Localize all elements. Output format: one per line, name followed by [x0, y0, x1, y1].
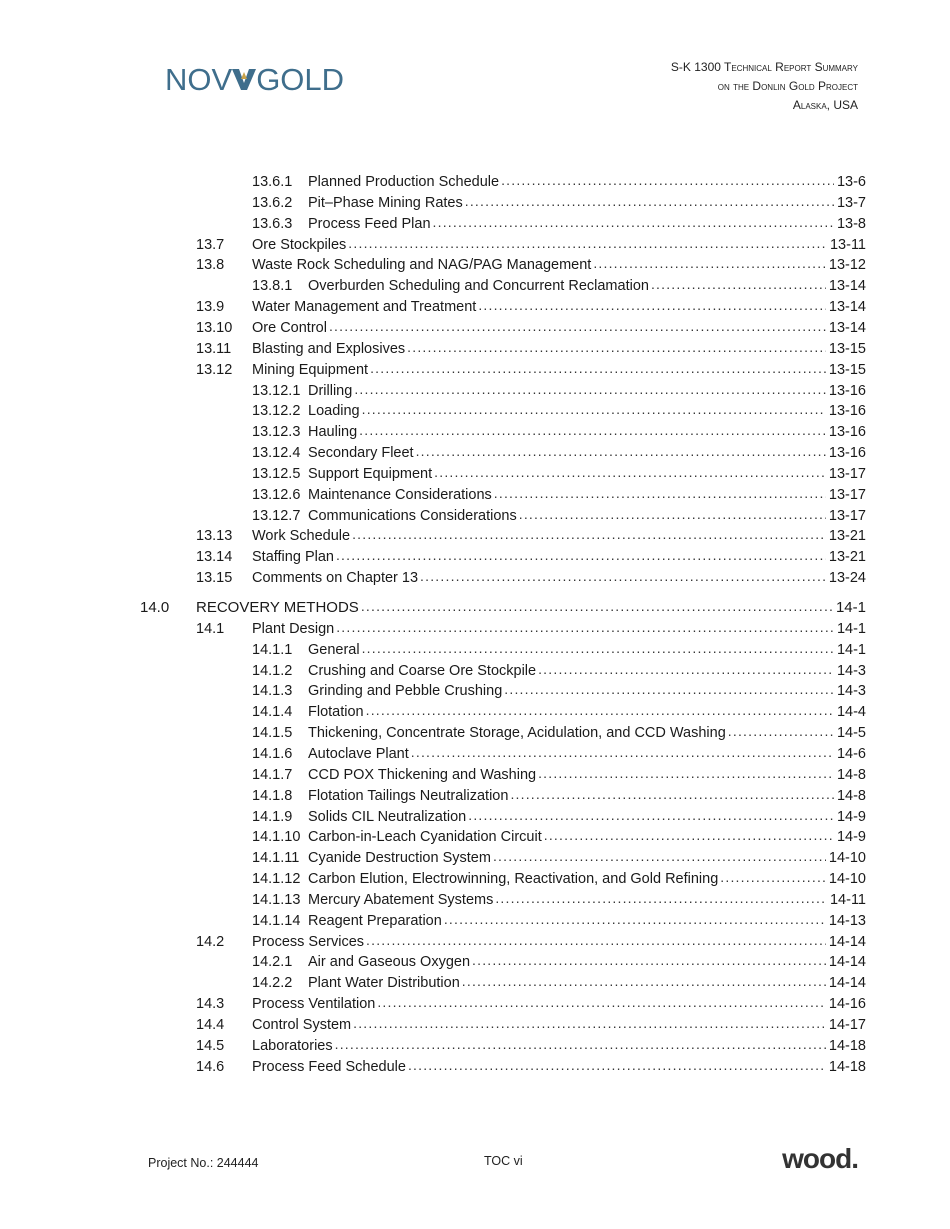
- toc-entry-page: 14-1: [835, 599, 866, 616]
- logo-text-left: NOV: [165, 62, 233, 97]
- toc-entry[interactable]: [252, 681, 866, 701]
- toc-entry-title: Flotation Tailings Neutralization: [308, 787, 509, 804]
- toc-entry-title: Carbon Elution, Electrowinning, Reactivation, and Gold Refining: [308, 871, 719, 888]
- toc-dot-leader: [544, 827, 834, 841]
- toc-entry-number: 14.1.8: [252, 787, 293, 804]
- toc-entry-page: 14-1: [836, 641, 866, 658]
- toc-entry-title: Carbon-in-Leach Cyanidation Circuit: [308, 829, 542, 846]
- toc-dot-leader: [538, 661, 834, 675]
- toc-entry-page: 14-8: [836, 766, 866, 783]
- toc-dot-leader: [370, 360, 826, 374]
- toc-entry[interactable]: [252, 381, 866, 401]
- toc-dot-leader: [495, 890, 827, 904]
- toc-entry-title: Plant Design: [252, 620, 335, 637]
- toc-entry[interactable]: [252, 744, 866, 764]
- toc-entry-page: 14-10: [828, 871, 866, 888]
- toc-entry-title: Staffing Plan: [252, 549, 334, 566]
- toc-dot-leader: [362, 401, 826, 415]
- toc-entry-number: 13.12.4: [252, 445, 301, 462]
- toc-entry-title: Support Equipment: [308, 465, 433, 482]
- toc-entry-page: 13-15: [828, 340, 866, 357]
- toc-entry[interactable]: [252, 443, 866, 463]
- toc-dot-leader: [433, 214, 834, 228]
- toc-entry-number: 14.1.14: [252, 912, 301, 929]
- toc-dot-leader: [593, 255, 826, 269]
- toc-dot-leader: [377, 994, 826, 1008]
- toc-entry[interactable]: [196, 1036, 866, 1056]
- toc-dot-leader: [519, 506, 826, 520]
- toc-dot-leader: [501, 172, 834, 186]
- toc-entry-page: 13-14: [828, 299, 866, 316]
- toc-entry[interactable]: [196, 1015, 866, 1035]
- toc-entry-page: 14-6: [836, 745, 866, 762]
- toc-entry[interactable]: [252, 422, 866, 442]
- toc-entry[interactable]: [196, 1057, 866, 1077]
- toc-dot-leader: [504, 681, 834, 695]
- toc-entry-number: 13.10: [196, 319, 233, 336]
- toc-entry-number: 14.2.1: [252, 954, 293, 971]
- toc-entry-title: Blasting and Explosives: [252, 340, 406, 357]
- toc-entry-number: 14.1: [196, 620, 225, 637]
- toc-entry-title: CCD POX Thickening and Washing: [308, 766, 537, 783]
- toc-entry-number: 13.12.3: [252, 424, 301, 441]
- toc-entry[interactable]: [196, 547, 866, 567]
- toc-entry[interactable]: [196, 297, 866, 317]
- toc-entry-title: Control System: [252, 1017, 352, 1033]
- toc-entry-page: 13-11: [829, 236, 866, 253]
- page-label: TOC vi: [484, 1154, 523, 1168]
- toc-entry-number: 14.1.13: [252, 891, 301, 908]
- toc-entry-number: 13.12: [196, 361, 233, 378]
- toc-entry-number: 14.2.2: [252, 975, 293, 992]
- toc-entry-number: 14.1.11: [252, 850, 300, 867]
- toc-entry-number: 13.12.6: [252, 486, 301, 503]
- toc-entry-page: 14-1: [836, 620, 866, 637]
- toc-entry-page: 14-3: [836, 662, 866, 679]
- toc-entry-title: Maintenance Considerations: [308, 486, 492, 503]
- toc-entry-title: Solids CIL Neutralization: [308, 808, 467, 825]
- toc-entry-page: 13-14: [828, 319, 866, 336]
- toc-entry-number: 13.8: [196, 257, 225, 274]
- toc-entry-number: 14.1.4: [252, 704, 293, 721]
- toc-entry-number: 13.14: [196, 549, 233, 566]
- toc-dot-leader: [362, 640, 834, 654]
- toc-entry[interactable]: [252, 786, 866, 806]
- toc-entry[interactable]: [196, 360, 866, 380]
- toc-entry[interactable]: [252, 464, 866, 484]
- toc-entry-number: 13.11: [196, 340, 232, 357]
- toc-dot-leader: [538, 765, 834, 779]
- toc-entry-title: Comments on Chapter 13: [252, 570, 419, 587]
- toc-entry-number: 13.12.7: [252, 507, 301, 524]
- toc-entry[interactable]: [252, 765, 866, 785]
- toc-entry-page: 13-21: [828, 528, 866, 545]
- toc-entry-page: 14-17: [828, 1017, 866, 1033]
- toc-entry[interactable]: [252, 869, 866, 889]
- header-line-1: S-K 1300 Technical Report Summary: [670, 60, 858, 74]
- wood-logo: [782, 1143, 858, 1175]
- toc-entry-number: 14.4: [196, 1017, 225, 1033]
- toc-entry[interactable]: [140, 598, 866, 618]
- header-line-2: on the Donlin Gold Project: [717, 79, 858, 93]
- toc-dot-leader: [472, 952, 826, 966]
- toc-entry[interactable]: [252, 640, 866, 660]
- toc-entry-title: Overburden Scheduling and Concurrent Reclamation: [308, 278, 649, 295]
- toc-dot-leader: [348, 235, 827, 249]
- toc-dot-leader: [465, 193, 834, 207]
- toc-entry-page: 13-16: [828, 445, 866, 462]
- toc-entry-page: 13-17: [828, 507, 866, 524]
- header-line-3: Alaska, USA: [792, 98, 858, 112]
- toc-entry-title: Grinding and Pebble Crushing: [308, 683, 503, 700]
- toc-entry-title: Cyanide Destruction System: [308, 850, 491, 867]
- toc-entry-page: 14-16: [828, 996, 866, 1013]
- toc-entry-page: 14-14: [828, 933, 866, 950]
- toc-entry[interactable]: [252, 401, 866, 421]
- toc-entry-title: Work Schedule: [252, 528, 351, 545]
- toc-entry[interactable]: [252, 702, 866, 722]
- toc-dot-leader: [408, 1057, 826, 1071]
- toc-dot-leader: [336, 619, 834, 633]
- toc-dot-leader: [444, 911, 826, 925]
- toc-entry[interactable]: [252, 848, 866, 868]
- toc-entry-number: 14.1.7: [252, 766, 293, 783]
- toc-entry-page: 14-18: [828, 1037, 866, 1054]
- toc-entry-title: Drilling: [308, 382, 353, 399]
- toc-entry[interactable]: [196, 568, 866, 588]
- toc-entry-page: 13-16: [828, 424, 866, 441]
- toc-dot-leader: [411, 744, 834, 758]
- toc-entry-title: Crushing and Coarse Ore Stockpile: [308, 662, 537, 679]
- toc-entry-title: Process Feed Plan: [308, 215, 431, 232]
- toc-dot-leader: [366, 932, 826, 946]
- toc-dot-leader: [434, 464, 826, 478]
- toc-entry-title: Water Management and Treatment: [252, 299, 477, 316]
- toc-entry-number: 13.6.1: [252, 174, 293, 190]
- toc-entry[interactable]: [252, 172, 866, 192]
- toc-entry[interactable]: [196, 526, 866, 546]
- toc-entry[interactable]: [252, 193, 866, 213]
- project-number: Project No.: 244444: [148, 1156, 259, 1170]
- toc-entry-number: 14.0: [140, 599, 170, 616]
- toc-entry-number: 14.5: [196, 1037, 225, 1054]
- toc-entry-page: 14-9: [836, 829, 866, 846]
- report-header: [671, 58, 858, 115]
- toc-entry[interactable]: [252, 827, 866, 847]
- toc-dot-leader: [494, 485, 826, 499]
- toc-entry-number: 14.1.1: [252, 641, 293, 658]
- toc-entry[interactable]: [196, 318, 866, 338]
- toc-entry-title: Secondary Fleet: [308, 445, 414, 462]
- toc-dot-leader: [493, 848, 826, 862]
- novagold-logo: [165, 62, 344, 98]
- toc-entry[interactable]: [252, 506, 866, 526]
- wood-logo-text: wood: [782, 1143, 852, 1174]
- toc-entry-page: 14-14: [828, 954, 866, 971]
- toc-entry-page: 13-14: [828, 278, 866, 295]
- toc-entry-page: 13-6: [836, 174, 866, 190]
- toc-entry[interactable]: [196, 235, 866, 255]
- toc-entry-number: 13.9: [196, 299, 225, 316]
- toc-entry-number: 14.1.3: [252, 683, 293, 700]
- toc-entry-title: Ore Control: [252, 319, 327, 336]
- toc-entry-title: Mining Equipment: [252, 361, 369, 378]
- toc-entry-title: Process Services: [252, 933, 365, 950]
- toc-entry-page: 13-12: [828, 257, 866, 274]
- toc-entry-number: 14.1.6: [252, 745, 293, 762]
- toc-entry-page: 13-17: [828, 465, 866, 482]
- toc-dot-leader: [728, 723, 834, 737]
- toc-entry[interactable]: [196, 255, 866, 275]
- toc-entry-page: 13-16: [828, 403, 866, 420]
- toc-entry-title: Process Ventilation: [252, 996, 376, 1013]
- toc-dot-leader: [720, 869, 826, 883]
- wood-logo-dot: .: [851, 1143, 858, 1174]
- toc-entry-number: 13.12.1: [252, 382, 301, 399]
- logo-accent-icon: [231, 67, 257, 91]
- toc-entry-page: 14-18: [828, 1058, 866, 1075]
- toc-entry-page: 13-24: [828, 570, 866, 587]
- toc-entry-number: 13.15: [196, 570, 233, 587]
- toc-dot-leader: [651, 276, 826, 290]
- toc-entry-page: 14-8: [836, 787, 866, 804]
- toc-entry-number: 14.3: [196, 996, 225, 1013]
- logo-text-right: GOLD: [256, 62, 345, 97]
- toc-entry[interactable]: [252, 661, 866, 681]
- toc-entry-number: 13.6.3: [252, 215, 293, 232]
- toc-entry-title: Reagent Preparation: [308, 912, 442, 929]
- toc-entry-title: Waste Rock Scheduling and NAG/PAG Management: [252, 257, 592, 274]
- toc-entry-number: 14.1.2: [252, 662, 293, 679]
- toc-entry[interactable]: [196, 619, 866, 639]
- toc-entry-page: 14-10: [828, 850, 866, 867]
- toc-entry-page: 14-13: [828, 912, 866, 929]
- toc-dot-leader: [353, 1015, 826, 1029]
- toc-entry[interactable]: [252, 890, 866, 910]
- toc-entry-page: 14-11: [829, 891, 866, 908]
- toc-entry-title: Hauling: [308, 424, 358, 441]
- toc-entry-title: Laboratories: [252, 1037, 333, 1054]
- toc-entry-page: 13-8: [836, 215, 866, 232]
- toc-entry-number: 14.6: [196, 1058, 225, 1075]
- toc-entry[interactable]: [252, 723, 866, 743]
- toc-entry[interactable]: [252, 952, 866, 972]
- toc-entry-number: 14.1.9: [252, 808, 293, 825]
- toc-entry-title: Autoclave Plant: [308, 745, 409, 762]
- toc-entry-title: Flotation: [308, 704, 364, 721]
- toc-entry-title: Communications Considerations: [308, 507, 517, 524]
- toc-entry-title: Process Feed Schedule: [252, 1058, 406, 1075]
- toc-entry[interactable]: [252, 973, 866, 993]
- toc-entry[interactable]: [196, 932, 866, 952]
- toc-dot-leader: [407, 339, 826, 353]
- toc-dot-leader: [361, 598, 833, 612]
- toc-entry-number: 13.12.5: [252, 465, 301, 482]
- toc-entry-number: 14.1.5: [252, 725, 293, 742]
- toc-dot-leader: [468, 807, 834, 821]
- toc-entry-number: 14.1.10: [252, 829, 301, 846]
- toc-entry-page: 13-16: [828, 382, 866, 399]
- toc-entry-page: 13-15: [828, 361, 866, 378]
- toc-entry[interactable]: [252, 485, 866, 505]
- toc-entry[interactable]: [196, 339, 866, 359]
- toc-dot-leader: [366, 702, 834, 716]
- toc-entry-title: RECOVERY METHODS: [196, 599, 359, 616]
- toc-dot-leader: [336, 547, 826, 561]
- toc-entry-page: 14-9: [836, 808, 866, 825]
- toc-entry-title: Loading: [308, 403, 360, 420]
- toc-entry-page: 14-14: [828, 975, 866, 992]
- toc-entry-page: 14-5: [836, 725, 866, 742]
- toc-entry-page: 14-3: [836, 683, 866, 700]
- toc-dot-leader: [510, 786, 834, 800]
- toc-dot-leader: [420, 568, 826, 582]
- toc-entry-number: 13.7: [196, 236, 225, 253]
- toc-entry[interactable]: [252, 807, 866, 827]
- toc-entry-page: 13-7: [836, 194, 866, 211]
- toc-entry-number: 14.2: [196, 933, 225, 950]
- toc-entry-page: 13-21: [828, 549, 866, 566]
- toc-entry[interactable]: [196, 994, 866, 1014]
- toc-entry-page: 13-17: [828, 486, 866, 503]
- toc-dot-leader: [354, 381, 826, 395]
- toc-dot-leader: [359, 422, 826, 436]
- toc-entry[interactable]: [252, 214, 866, 234]
- toc-entry[interactable]: [252, 911, 866, 931]
- toc-entry-number: 13.12.2: [252, 403, 301, 420]
- toc-entry-title: Mercury Abatement Systems: [308, 891, 494, 908]
- toc-entry-title: Planned Production Schedule: [308, 174, 500, 190]
- toc-entry-title: Thickening, Concentrate Storage, Acidulation, and CCD Washing: [308, 725, 726, 742]
- toc-entry-number: 14.1.12: [252, 871, 301, 888]
- toc-entry-title: General: [308, 641, 360, 658]
- toc-dot-leader: [352, 526, 826, 540]
- toc-entry-number: 13.13: [196, 528, 233, 545]
- toc-dot-leader: [478, 297, 826, 311]
- toc-dot-leader: [329, 318, 826, 332]
- toc-entry-number: 13.6.2: [252, 194, 293, 211]
- toc-entry-page: 14-4: [836, 704, 866, 721]
- toc-entry-number: 13.8.1: [252, 278, 293, 295]
- toc-dot-leader: [335, 1036, 826, 1050]
- toc-entry[interactable]: [252, 276, 866, 296]
- toc-entry-title: Pit–Phase Mining Rates: [308, 194, 463, 211]
- toc-entry-title: Air and Gaseous Oxygen: [308, 954, 471, 971]
- toc-dot-leader: [416, 443, 826, 457]
- toc-entry-title: Ore Stockpiles: [252, 236, 347, 253]
- toc-dot-leader: [462, 973, 826, 987]
- toc-entry-title: Plant Water Distribution: [308, 975, 460, 992]
